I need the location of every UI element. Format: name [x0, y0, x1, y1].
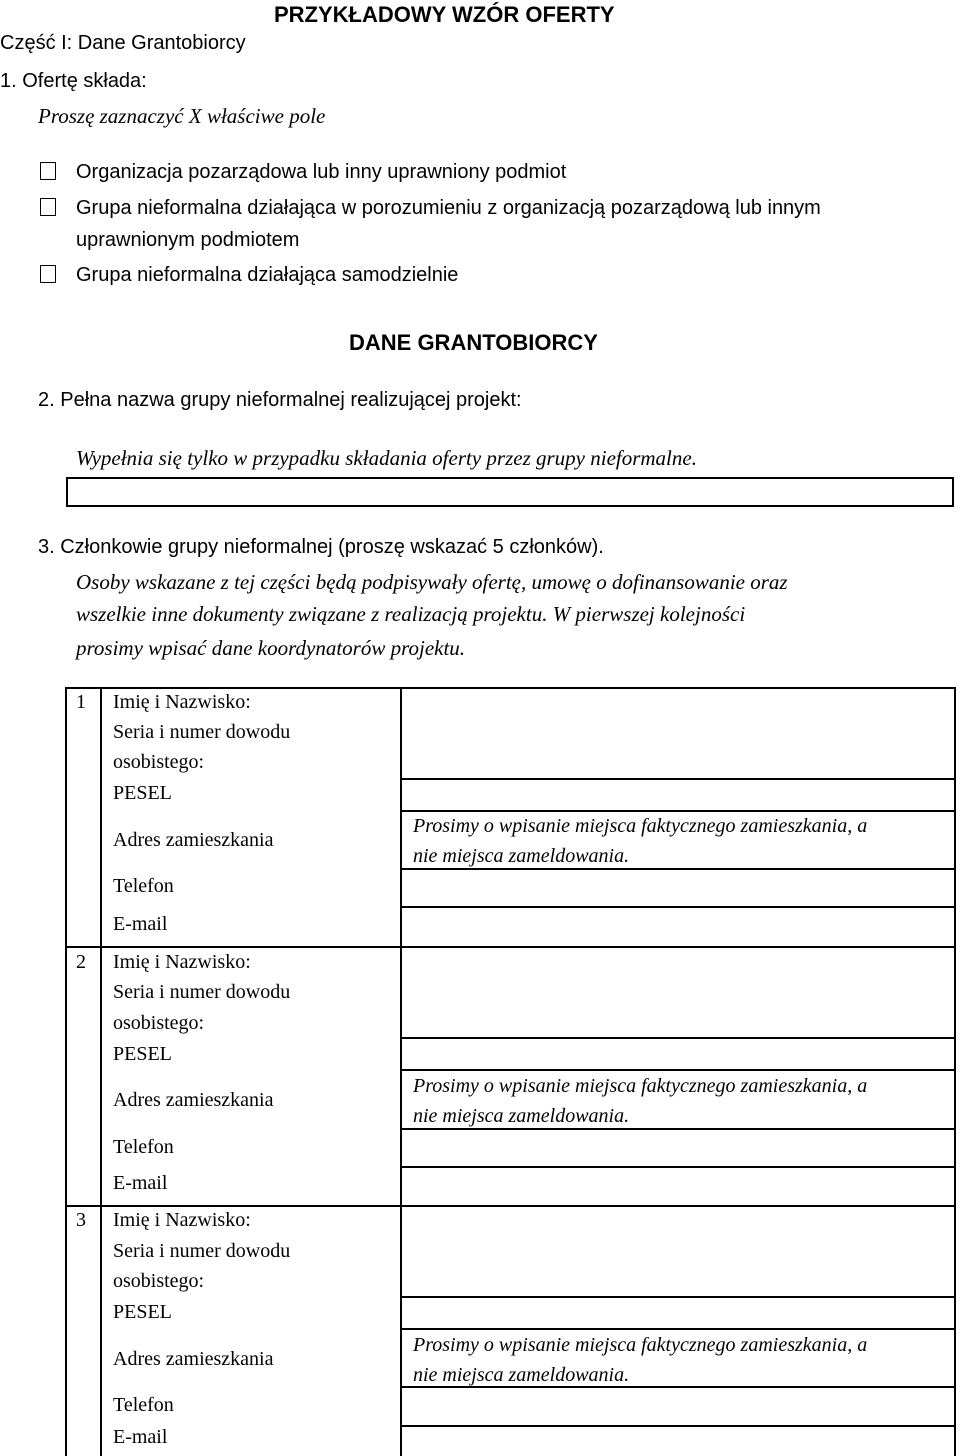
- member-separator: [65, 946, 956, 948]
- address-hint-line-1: Prosimy o wpisanie miejsca faktycznego zamieszkania, a: [413, 1334, 868, 1356]
- question-1-label: 1. Ofertę składa:: [0, 70, 147, 92]
- option-informal-independent[interactable]: [40, 264, 458, 287]
- question-2-note: Wypełnia się tylko w przypadku składania oferty przez grupy nieformalne.: [76, 446, 697, 470]
- field-separator: [400, 868, 956, 870]
- field-label-address: Adres zamieszkania: [113, 1089, 274, 1111]
- address-hint-line-2: nie miejsca zameldowania.: [413, 845, 630, 867]
- field-separator: [400, 1128, 956, 1130]
- field-separator: [400, 1328, 956, 1330]
- table-border-label-col: [400, 687, 402, 1456]
- field-label-id-line-2: osobistego:: [113, 751, 205, 773]
- field-label-name: Imię i Nazwisko:: [113, 1209, 251, 1231]
- question-3-note-line-1: Osoby wskazane z tej części będą podpisywały ofertę, umowę o dofinansowanie oraz: [76, 570, 788, 594]
- member-number: 1: [76, 691, 86, 713]
- field-label-address: Adres zamieszkania: [113, 1348, 274, 1370]
- checkbox-icon[interactable]: [40, 198, 56, 216]
- option-informal-with-ngo-continuation: uprawnionym podmiotem: [76, 229, 300, 251]
- field-label-name: Imię i Nazwisko:: [113, 951, 251, 973]
- field-separator: [400, 1296, 956, 1298]
- question-3-note-line-2: wszelkie inne dokumenty związane z realizacją projektu. W pierwszej kolejności: [76, 602, 746, 626]
- field-label-id-line-1: Seria i numer dowodu: [113, 981, 291, 1003]
- checkbox-icon[interactable]: [40, 265, 56, 283]
- field-separator: [400, 1166, 956, 1168]
- field-label-pesel: PESEL: [113, 1043, 172, 1065]
- question-2-label: 2. Pełna nazwa grupy nieformalnej realizującej projekt:: [38, 389, 522, 411]
- field-separator: [400, 778, 956, 780]
- table-border-right: [954, 687, 956, 1456]
- field-label-name: Imię i Nazwisko:: [113, 691, 251, 713]
- member-number: 3: [76, 1209, 86, 1231]
- field-separator: [400, 1037, 956, 1039]
- section-heading: DANE GRANTOBIORCY: [349, 330, 598, 355]
- field-label-email: E-mail: [113, 913, 168, 935]
- field-label-pesel: PESEL: [113, 782, 172, 804]
- question-3-note-line-3: prosimy wpisać dane koordynatorów projektu.: [76, 636, 466, 660]
- option-informal-with-ngo[interactable]: [40, 197, 821, 220]
- field-label-email: E-mail: [113, 1426, 168, 1448]
- field-label-address: Adres zamieszkania: [113, 829, 274, 851]
- option-ngo[interactable]: [40, 161, 566, 184]
- field-separator: [400, 1425, 956, 1427]
- table-border-top: [65, 687, 956, 689]
- option-informal-independent-label: Grupa nieformalna działająca samodzielnie: [76, 264, 459, 286]
- address-hint-line-2: nie miejsca zameldowania.: [413, 1105, 630, 1127]
- member-number: 2: [76, 951, 86, 973]
- address-hint-line-1: Prosimy o wpisanie miejsca faktycznego zamieszkania, a: [413, 815, 868, 837]
- table-border-number-col: [100, 687, 102, 1456]
- question-3-label: 3. Członkowie grupy nieformalnej (proszę wskazać 5 członków).: [38, 536, 604, 558]
- field-label-phone: Telefon: [113, 1394, 174, 1416]
- field-separator: [400, 810, 956, 812]
- document-title: PRZYKŁADOWY WZÓR OFERTY: [274, 2, 615, 27]
- field-label-id-line-1: Seria i numer dowodu: [113, 1240, 291, 1262]
- checkbox-icon[interactable]: [40, 162, 56, 180]
- option-informal-with-ngo-label: Grupa nieformalna działająca w porozumieniu z organizacją pozarządową lub innym: [76, 197, 821, 219]
- address-hint-line-2: nie miejsca zameldowania.: [413, 1364, 630, 1386]
- field-label-phone: Telefon: [113, 875, 174, 897]
- option-ngo-label: Organizacja pozarządowa lub inny uprawniony podmiot: [76, 161, 567, 183]
- field-label-id-line-2: osobistego:: [113, 1270, 205, 1292]
- group-name-input[interactable]: [66, 477, 954, 507]
- field-label-pesel: PESEL: [113, 1301, 172, 1323]
- part-heading: Część I: Dane Grantobiorcy: [0, 32, 246, 54]
- field-label-id-line-1: Seria i numer dowodu: [113, 721, 291, 743]
- address-hint-line-1: Prosimy o wpisanie miejsca faktycznego zamieszkania, a: [413, 1075, 868, 1097]
- field-label-email: E-mail: [113, 1172, 168, 1194]
- field-separator: [400, 1069, 956, 1071]
- table-border-left: [65, 687, 67, 1456]
- question-1-instruction: Proszę zaznaczyć X właściwe pole: [38, 104, 326, 128]
- field-label-phone: Telefon: [113, 1136, 174, 1158]
- member-separator: [65, 1205, 956, 1207]
- field-separator: [400, 906, 956, 908]
- field-label-id-line-2: osobistego:: [113, 1012, 205, 1034]
